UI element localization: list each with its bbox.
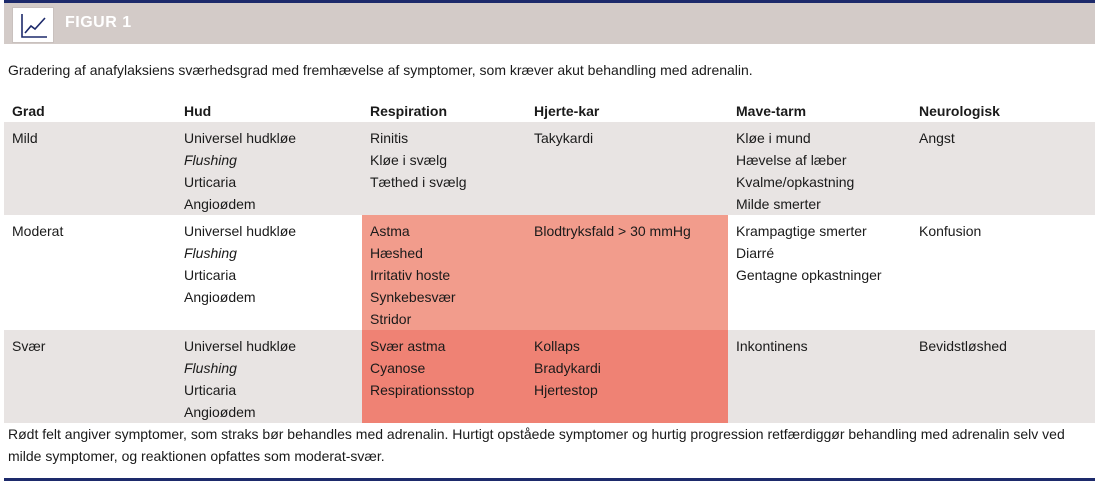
- figure-label: FIGUR 1: [65, 14, 132, 31]
- table-row-moderat: [4, 215, 1095, 330]
- neurologisk-cell: Angst: [911, 122, 1095, 215]
- mave-tarm-cell: Kløe i mund Hævelse af læber Kvalme/opkastning Milde smerter: [728, 122, 911, 215]
- grade-cell: Svær: [4, 330, 176, 423]
- hjerte-kar-cell-highlighted: Blodtryksfald > 30 mmHg: [526, 215, 728, 330]
- line-chart-icon: [12, 7, 54, 43]
- column-header-hjerte-kar: Hjerte-kar: [534, 103, 600, 119]
- bottom-rule: [4, 478, 1095, 481]
- figure-header: [4, 3, 1095, 44]
- neurologisk-cell: Bevidstløshed: [911, 330, 1095, 423]
- neurologisk-cell: Konfusion: [911, 215, 1095, 330]
- anaphylaxis-grade-table: [4, 100, 1095, 423]
- figure-caption: Gradering af anafylaksiens sværhedsgrad med fremhævelse af symptomer, som kræver akut behandling med adrenalin.: [8, 62, 753, 78]
- respiration-cell-highlighted: Svær astma Cyanose Respirationsstop: [362, 330, 526, 423]
- column-header-neurologisk: Neurologisk: [919, 103, 1000, 119]
- hud-cell: Universel hudkløe Flushing Urticaria Angioødem: [176, 122, 362, 215]
- hjerte-kar-cell: Takykardi: [526, 122, 728, 215]
- hud-cell: Universel hudkløe Flushing Urticaria Angioødem: [176, 215, 362, 330]
- column-header-grad: Grad: [12, 103, 45, 119]
- mave-tarm-cell: Inkontinens: [728, 330, 911, 423]
- hjerte-kar-cell-highlighted: Kollaps Bradykardi Hjertestop: [526, 330, 728, 423]
- grade-cell: Mild: [4, 122, 176, 215]
- hud-cell: Universel hudkløe Flushing Urticaria Angioødem: [176, 330, 362, 423]
- respiration-cell: Rinitis Kløe i svælg Tæthed i svælg: [362, 122, 526, 215]
- column-header-respiration: Respiration: [370, 103, 448, 119]
- column-header-hud: Hud: [184, 103, 212, 119]
- table-row-mild: [4, 122, 1095, 215]
- mave-tarm-cell: Krampagtige smerter Diarré Gentagne opkastninger: [728, 215, 911, 330]
- table-header-row: [4, 100, 1095, 122]
- table-row-svaer: [4, 330, 1095, 423]
- respiration-cell-highlighted: Astma Hæshed Irritativ hoste Synkebesvær Stridor: [362, 215, 526, 330]
- column-header-mave-tarm: Mave-tarm: [736, 103, 807, 119]
- grade-cell: Moderat: [4, 215, 176, 330]
- table-footnote: Rødt felt angiver symptomer, som straks bør behandles med adrenalin. Hurtigt opståede symptomer og hurtig progression retfærdiggør behandling med adrenalin selv ved milde symptomer, og reaktionen opfattes som moderat-svær.: [8, 426, 1065, 464]
